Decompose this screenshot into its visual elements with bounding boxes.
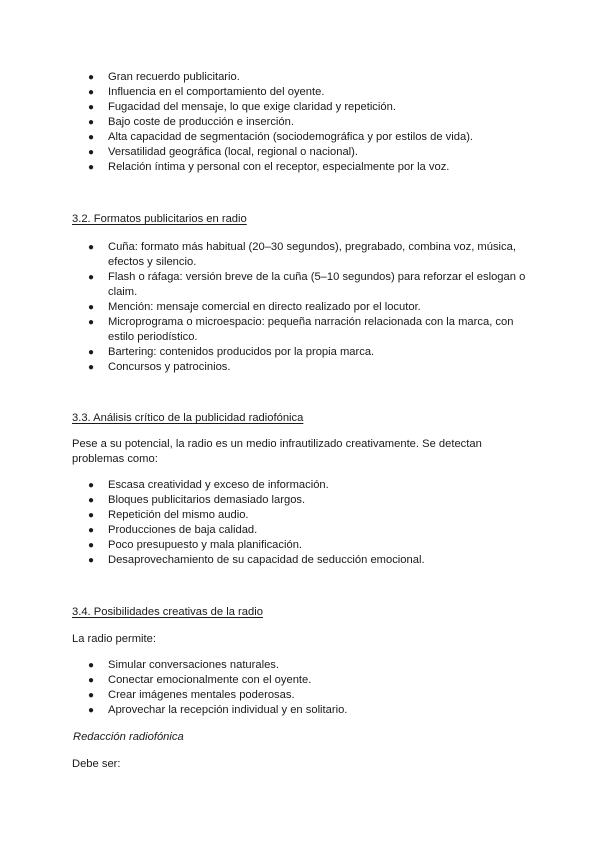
- list-item: [0, 145, 600, 160]
- bullet-icon: ●: [88, 72, 95, 83]
- section-heading-formats: 3.2. Formatos publicitarios en radio: [72, 213, 247, 225]
- bullet-icon: ●: [88, 117, 95, 128]
- list-item: [0, 130, 600, 145]
- list-item: [0, 688, 600, 703]
- bullet-icon: ●: [88, 132, 95, 143]
- bullet-icon: ●: [88, 705, 95, 716]
- list-item-text: Aprovechar la recepción individual y en solitario.: [108, 704, 348, 716]
- subheading-radio-writing: Redacción radiofónica: [73, 731, 184, 743]
- list-item: [0, 658, 600, 673]
- list-item: [0, 523, 600, 538]
- bullet-icon: ●: [88, 362, 95, 373]
- bullet-icon: ●: [88, 690, 95, 701]
- list-item: [0, 538, 600, 553]
- problems-list: [0, 478, 600, 568]
- section-heading-creative: 3.4. Posibilidades creativas de la radio: [72, 606, 263, 618]
- list-item-text: Mención: mensaje comercial en directo realizado por el locutor.: [108, 301, 421, 313]
- list-item-text: Alta capacidad de segmentación (sociodemográfica y por estilos de vida).: [108, 131, 474, 143]
- critical-intro-paragraph: Pese a su potencial, la radio es un medio infrautilizado creativamente. Se detectan problemas como:: [72, 438, 482, 465]
- list-item: [0, 240, 600, 270]
- bullet-icon: ●: [88, 347, 95, 358]
- list-item-text: Simular conversaciones naturales.: [108, 659, 280, 671]
- list-item: [0, 85, 600, 100]
- bullet-icon: ●: [88, 242, 95, 253]
- bullet-icon: ●: [88, 540, 95, 551]
- bullet-icon: ●: [88, 495, 95, 506]
- list-item: [0, 115, 600, 130]
- list-item-text: Concursos y patrocinios.: [108, 361, 231, 373]
- list-item: [0, 673, 600, 688]
- possibilities-list: [0, 658, 600, 718]
- list-item: [0, 270, 600, 300]
- bullet-icon: ●: [88, 272, 95, 283]
- formats-list: [0, 240, 600, 375]
- list-item-text: Producciones de baja calidad.: [108, 524, 258, 536]
- list-item-text: Conectar emocionalmente con el oyente.: [108, 674, 312, 686]
- bullet-icon: ●: [88, 162, 95, 173]
- list-item: [0, 160, 600, 175]
- list-item-text: Poco presupuesto y mala planificación.: [108, 539, 303, 551]
- list-item: [0, 703, 600, 718]
- list-item-text: Microprograma o microespacio: pequeña narración relacionada con la marca, con estilo periodístico.: [108, 316, 514, 343]
- list-item-text: Escasa creatividad y exceso de información.: [108, 479, 329, 491]
- list-item-text: Versatilidad geográfica (local, regional o nacional).: [108, 146, 359, 158]
- list-item: [0, 508, 600, 523]
- list-item: [0, 70, 600, 85]
- bullet-icon: ●: [88, 87, 95, 98]
- list-item: [0, 478, 600, 493]
- list-item: [0, 300, 600, 315]
- list-item-text: Desaprovechamiento de su capacidad de seducción emocional.: [108, 554, 425, 566]
- advantages-list: [0, 70, 600, 175]
- bullet-icon: ●: [88, 660, 95, 671]
- bullet-icon: ●: [88, 480, 95, 491]
- closing-text: Debe ser:: [72, 758, 121, 770]
- list-item-text: Gran recuerdo publicitario.: [108, 71, 240, 83]
- bullet-icon: ●: [88, 525, 95, 536]
- list-item-text: Crear imágenes mentales poderosas.: [108, 689, 295, 701]
- list-item-text: Influencia en el comportamiento del oyente.: [108, 86, 325, 98]
- list-item: [0, 360, 600, 375]
- creative-intro-paragraph: La radio permite:: [72, 633, 156, 645]
- bullet-icon: ●: [88, 510, 95, 521]
- list-item-text: Cuña: formato más habitual (20–30 segundos), pregrabado, combina voz, música, efectos y silencio.: [108, 241, 516, 268]
- list-item: [0, 493, 600, 508]
- bullet-icon: ●: [88, 102, 95, 113]
- list-item-text: Bloques publicitarios demasiado largos.: [108, 494, 306, 506]
- list-item-text: Relación íntima y personal con el receptor, especialmente por la voz.: [108, 161, 450, 173]
- list-item-text: Repetición del mismo audio.: [108, 509, 249, 521]
- bullet-icon: ●: [88, 147, 95, 158]
- bullet-icon: ●: [88, 317, 95, 328]
- list-item: [0, 553, 600, 568]
- list-item-text: Fugacidad del mensaje, lo que exige claridad y repetición.: [108, 101, 396, 113]
- bullet-icon: ●: [88, 302, 95, 313]
- list-item: [0, 100, 600, 115]
- list-item-text: Bartering: contenidos producidos por la propia marca.: [108, 346, 375, 358]
- bullet-icon: ●: [88, 675, 95, 686]
- list-item-text: Bajo coste de producción e inserción.: [108, 116, 294, 128]
- list-item-text: Flash o ráfaga: versión breve de la cuña (5–10 segundos) para reforzar el eslogan o claim.: [108, 271, 526, 298]
- list-item: [0, 315, 600, 345]
- bullet-icon: ●: [88, 555, 95, 566]
- section-heading-critical: 3.3. Análisis crítico de la publicidad radiofónica: [72, 412, 304, 424]
- list-item: [0, 345, 600, 360]
